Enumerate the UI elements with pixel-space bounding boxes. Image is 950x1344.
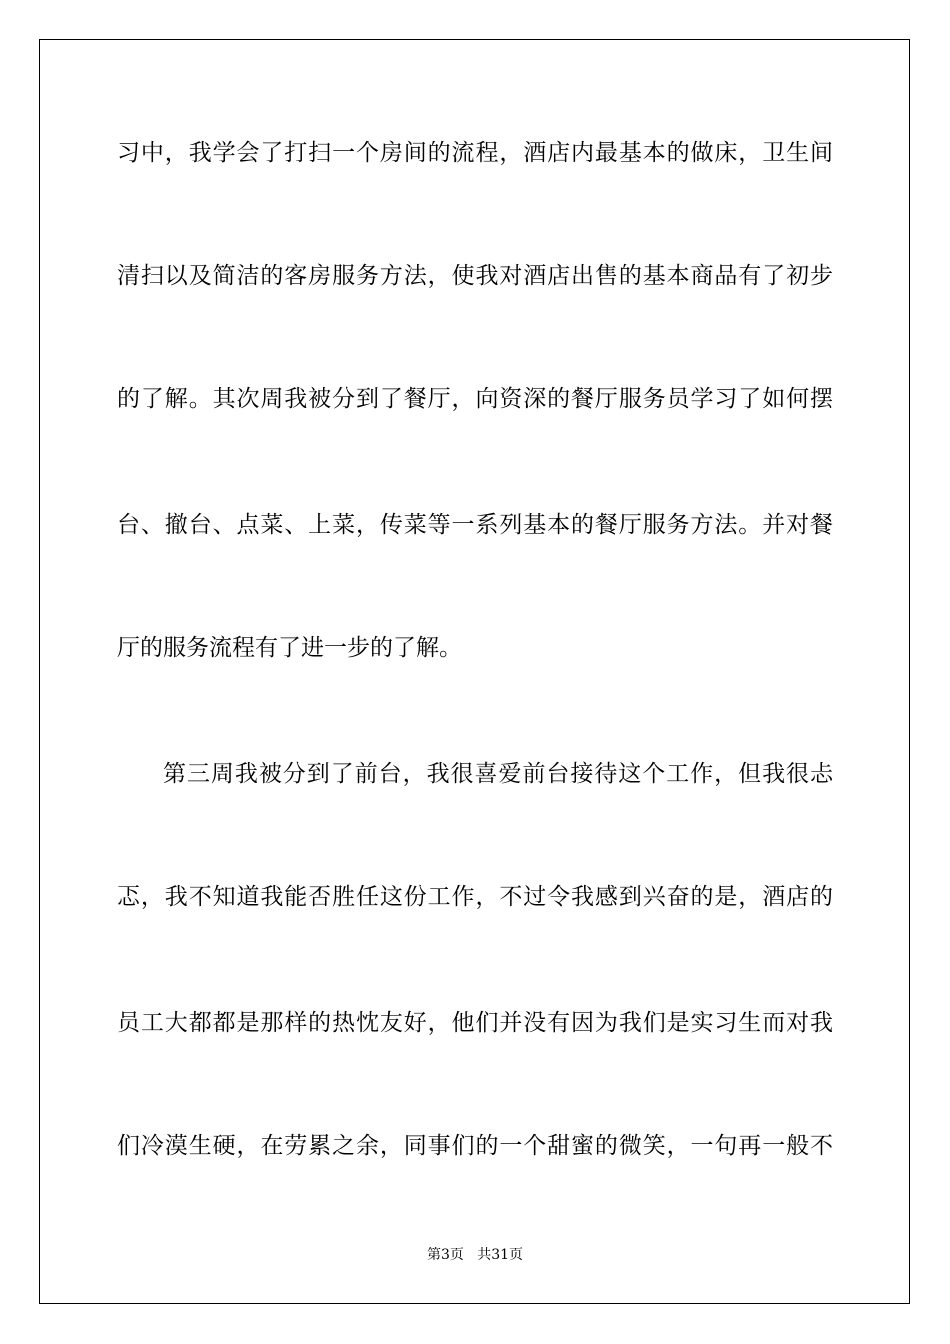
text-line-1: 习中，我学会了打扫一个房间的流程，酒店内最基本的做床，卫生间	[117, 140, 833, 166]
text-line-6: 第三周我被分到了前台，我很喜爱前台接待这个工作，但我很忐	[163, 761, 833, 787]
text-line-5: 厅的服务流程有了进一步的了解。	[117, 635, 462, 661]
text-line-2: 清扫以及简洁的客房服务方法，使我对酒店出售的基本商品有了初步	[117, 263, 833, 289]
text-line-3: 的了解。其次周我被分到了餐厅，向资深的餐厅服务员学习了如何摆	[117, 386, 833, 412]
text-line-8: 员工大都都是那样的热忱友好，他们并没有因为我们是实习生而对我	[117, 1010, 833, 1036]
page-footer: 第3页 共31页	[426, 1247, 524, 1263]
text-line-7: 忑，我不知道我能否胜任这份工作，不过令我感到兴奋的是，酒店的	[117, 884, 833, 910]
page-border	[39, 39, 910, 1304]
text-line-9: 们冷漠生硬，在劳累之余，同事们的一个甜蜜的微笑，一句再一般不	[117, 1133, 833, 1159]
text-line-4: 台、撤台、点菜、上菜，传菜等一系列基本的餐厅服务方法。并对餐	[117, 512, 833, 538]
